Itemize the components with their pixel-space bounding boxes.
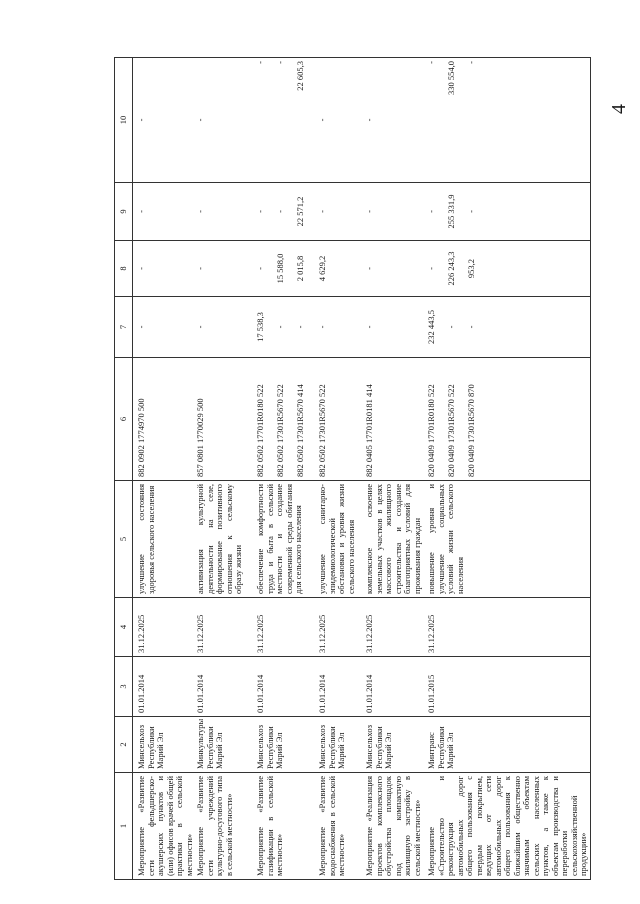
budget-code-cell <box>195 358 255 481</box>
value: - <box>255 267 266 270</box>
col-header: 7 <box>115 297 133 358</box>
start-date-cell: 01.01.2015 <box>426 657 590 717</box>
value-cell <box>317 183 364 241</box>
table-row <box>195 58 255 880</box>
value: - <box>136 118 146 122</box>
col-header: 6 <box>115 358 133 481</box>
value: - <box>136 325 146 329</box>
budget-code: 882 0502 17301R5670 522 <box>317 384 328 477</box>
value-cell <box>133 241 196 297</box>
table-row <box>255 58 317 880</box>
value-cell <box>317 58 364 183</box>
value-cell <box>195 58 255 183</box>
start-date-cell: 01.01.2014 <box>133 657 196 717</box>
value-cell <box>255 183 317 241</box>
value: 255 331,9 <box>446 194 457 229</box>
result-cell: активизация культурной деятельности на селе, формирование позитивного отношения к сельскому образу жизни <box>195 481 255 598</box>
value-cell <box>255 297 317 358</box>
col-header: 4 <box>115 598 133 657</box>
value: - <box>466 325 477 329</box>
value-cell <box>426 297 590 358</box>
event-name-cell: Мероприятие «Развитие водоснабжения в сельской местности» <box>317 773 364 880</box>
value: 15 588,0 <box>275 253 286 284</box>
value: - <box>136 210 146 213</box>
result-cell: улучшение состояния здоровья сельского населения <box>133 481 196 598</box>
value: - <box>364 267 375 270</box>
end-date-cell: 31.12.2025 <box>317 598 364 657</box>
end-date-cell: 31.12.2025 <box>426 598 590 657</box>
budget-code: 820 0409 17301R5670 870 <box>466 384 477 477</box>
end-date-cell: 31.12.2025 <box>133 598 196 657</box>
rotated-table-container <box>114 58 589 880</box>
budget-code: 820 0409 17301R5670 522 <box>446 384 457 477</box>
value-cell <box>195 183 255 241</box>
value: 226 243,3 <box>446 251 457 286</box>
event-name-cell: Мероприятие «Развитие сети учреждений культурно-досугового типа в сельской местности» <box>195 773 255 880</box>
value-cell <box>133 297 196 358</box>
value: - <box>275 61 286 64</box>
value-cell <box>364 297 426 358</box>
value: - <box>364 210 375 213</box>
table-row <box>317 58 364 880</box>
value-cell <box>255 58 317 183</box>
col-header: 10 <box>115 58 133 183</box>
budget-code-cell <box>317 358 364 481</box>
end-date-cell: 31.12.2025 <box>255 598 317 657</box>
value: 17 538,3 <box>255 312 266 342</box>
executor-cell: Минсельхоз Республики Марий Эл <box>133 717 196 773</box>
value: - <box>446 325 457 329</box>
event-name-cell: Мероприятие «Строительство и реконструкция автомобильных дорог общего пользования с твердым покрытием, ведущих от сети автомобильных дорог общего пользования к ближайшим общественно значимым объектам сельских населенных пунктов, а также к объектам производства и переработки сельскохозяйственной продукции» <box>426 773 590 880</box>
table-row <box>133 58 196 880</box>
result-cell: комплексное освоение земельных участков в целях массового жилищного строительства и создание благоприятных условий для проживания граждан <box>364 481 426 598</box>
col-header: 1 <box>115 773 133 880</box>
value-cell <box>133 183 196 241</box>
budget-code: 857 0801 1770029 500 <box>195 398 206 477</box>
value: - <box>364 118 375 122</box>
value-cell <box>426 58 590 183</box>
value-cell <box>364 241 426 297</box>
value: - <box>317 325 328 329</box>
table-row <box>364 58 426 880</box>
budget-code: 882 0502 17301R5670 414 <box>295 384 306 477</box>
value: - <box>275 210 286 213</box>
value: 22 571,2 <box>295 196 306 227</box>
value: - <box>255 210 266 213</box>
result-cell: повышение уровня и улучшение социальных условий жизни сельского населения <box>426 481 590 598</box>
start-date-cell: 01.01.2014 <box>317 657 364 717</box>
value-cell <box>426 183 590 241</box>
value: - <box>195 267 206 270</box>
value: 22 605,3 <box>295 61 306 91</box>
value: 2 015,8 <box>295 255 306 282</box>
col-header: 3 <box>115 657 133 717</box>
value: - <box>195 118 206 122</box>
page-number: 4 <box>608 104 630 114</box>
budget-code-cell <box>255 358 317 481</box>
header-row <box>115 58 133 880</box>
event-name-cell: Мероприятие «Развитие газификации в сельской местности» <box>255 773 317 880</box>
value: - <box>275 325 286 329</box>
budget-code-cell <box>426 358 590 481</box>
value: - <box>426 267 437 270</box>
value: 953,2 <box>466 258 477 279</box>
budget-code-cell <box>364 358 426 481</box>
value: - <box>426 210 437 213</box>
value: - <box>136 267 146 270</box>
value-cell <box>364 183 426 241</box>
start-date-cell: 01.01.2014 <box>255 657 317 717</box>
start-date-cell: 01.01.2014 <box>364 657 426 717</box>
value-cell <box>133 58 196 183</box>
value: 4 629,2 <box>317 255 328 282</box>
budget-code: 882 0902 1774970 500 <box>136 398 146 477</box>
value-cell <box>317 297 364 358</box>
value-cell <box>317 241 364 297</box>
start-date-cell: 01.01.2014 <box>195 657 255 717</box>
budget-code: 882 0502 17701R0180 522 <box>255 384 266 477</box>
value: 330 554,0 <box>446 61 457 95</box>
executor-cell: Минтранс Республики Марий Эл <box>426 717 590 773</box>
value: - <box>255 61 266 64</box>
event-name-cell: Мероприятие «Развитие сети фельдшерско-акушерских пунктов и (или) офисов врачей общей практики в сельской местности» <box>133 773 196 880</box>
value-cell <box>195 241 255 297</box>
end-date-cell: 31.12.2025 <box>195 598 255 657</box>
value: - <box>295 325 306 329</box>
budget-code: 882 0405 17701R0181 414 <box>364 384 375 477</box>
executor-cell: Минсельхоз Республики Марий Эл <box>255 717 317 773</box>
value: 232 443,5 <box>426 310 437 344</box>
result-cell: обеспечение комфортности труда и быта в сельской местности и создание современной среды обитания для сельского населения <box>255 481 317 598</box>
value: - <box>466 210 477 213</box>
value: - <box>364 325 375 329</box>
value-cell <box>255 241 317 297</box>
value-cell <box>426 241 590 297</box>
value-cell <box>364 58 426 183</box>
budget-code-cell <box>133 358 196 481</box>
col-header: 2 <box>115 717 133 773</box>
value: - <box>426 61 437 64</box>
col-header: 8 <box>115 241 133 297</box>
value: - <box>317 210 328 213</box>
event-name-cell: Мероприятие «Реализация проектов комплексного обустройства площадок под компактную жилищную застройку в сельской местности» <box>364 773 426 880</box>
executor-cell: Минсельхоз Республики Марий Эл <box>317 717 364 773</box>
col-header: 9 <box>115 183 133 241</box>
value: - <box>195 325 206 329</box>
value: - <box>466 61 477 64</box>
end-date-cell: 31.12.2025 <box>364 598 426 657</box>
table-row <box>426 58 590 880</box>
program-table <box>114 57 591 880</box>
budget-code: 882 0502 17301R5670 522 <box>275 384 286 477</box>
budget-code: 820 0409 17701R0180 522 <box>426 384 437 477</box>
value: - <box>317 118 328 122</box>
result-cell: улучшение санитарно-эпидемиологической обстановки и уровня жизни сельского населения <box>317 481 364 598</box>
col-header: 5 <box>115 481 133 598</box>
value: - <box>195 210 206 213</box>
value-cell <box>195 297 255 358</box>
executor-cell: Минсельхоз Республики Марий Эл <box>364 717 426 773</box>
executor-cell: Минкультуры Республики Марий Эл <box>195 717 255 773</box>
